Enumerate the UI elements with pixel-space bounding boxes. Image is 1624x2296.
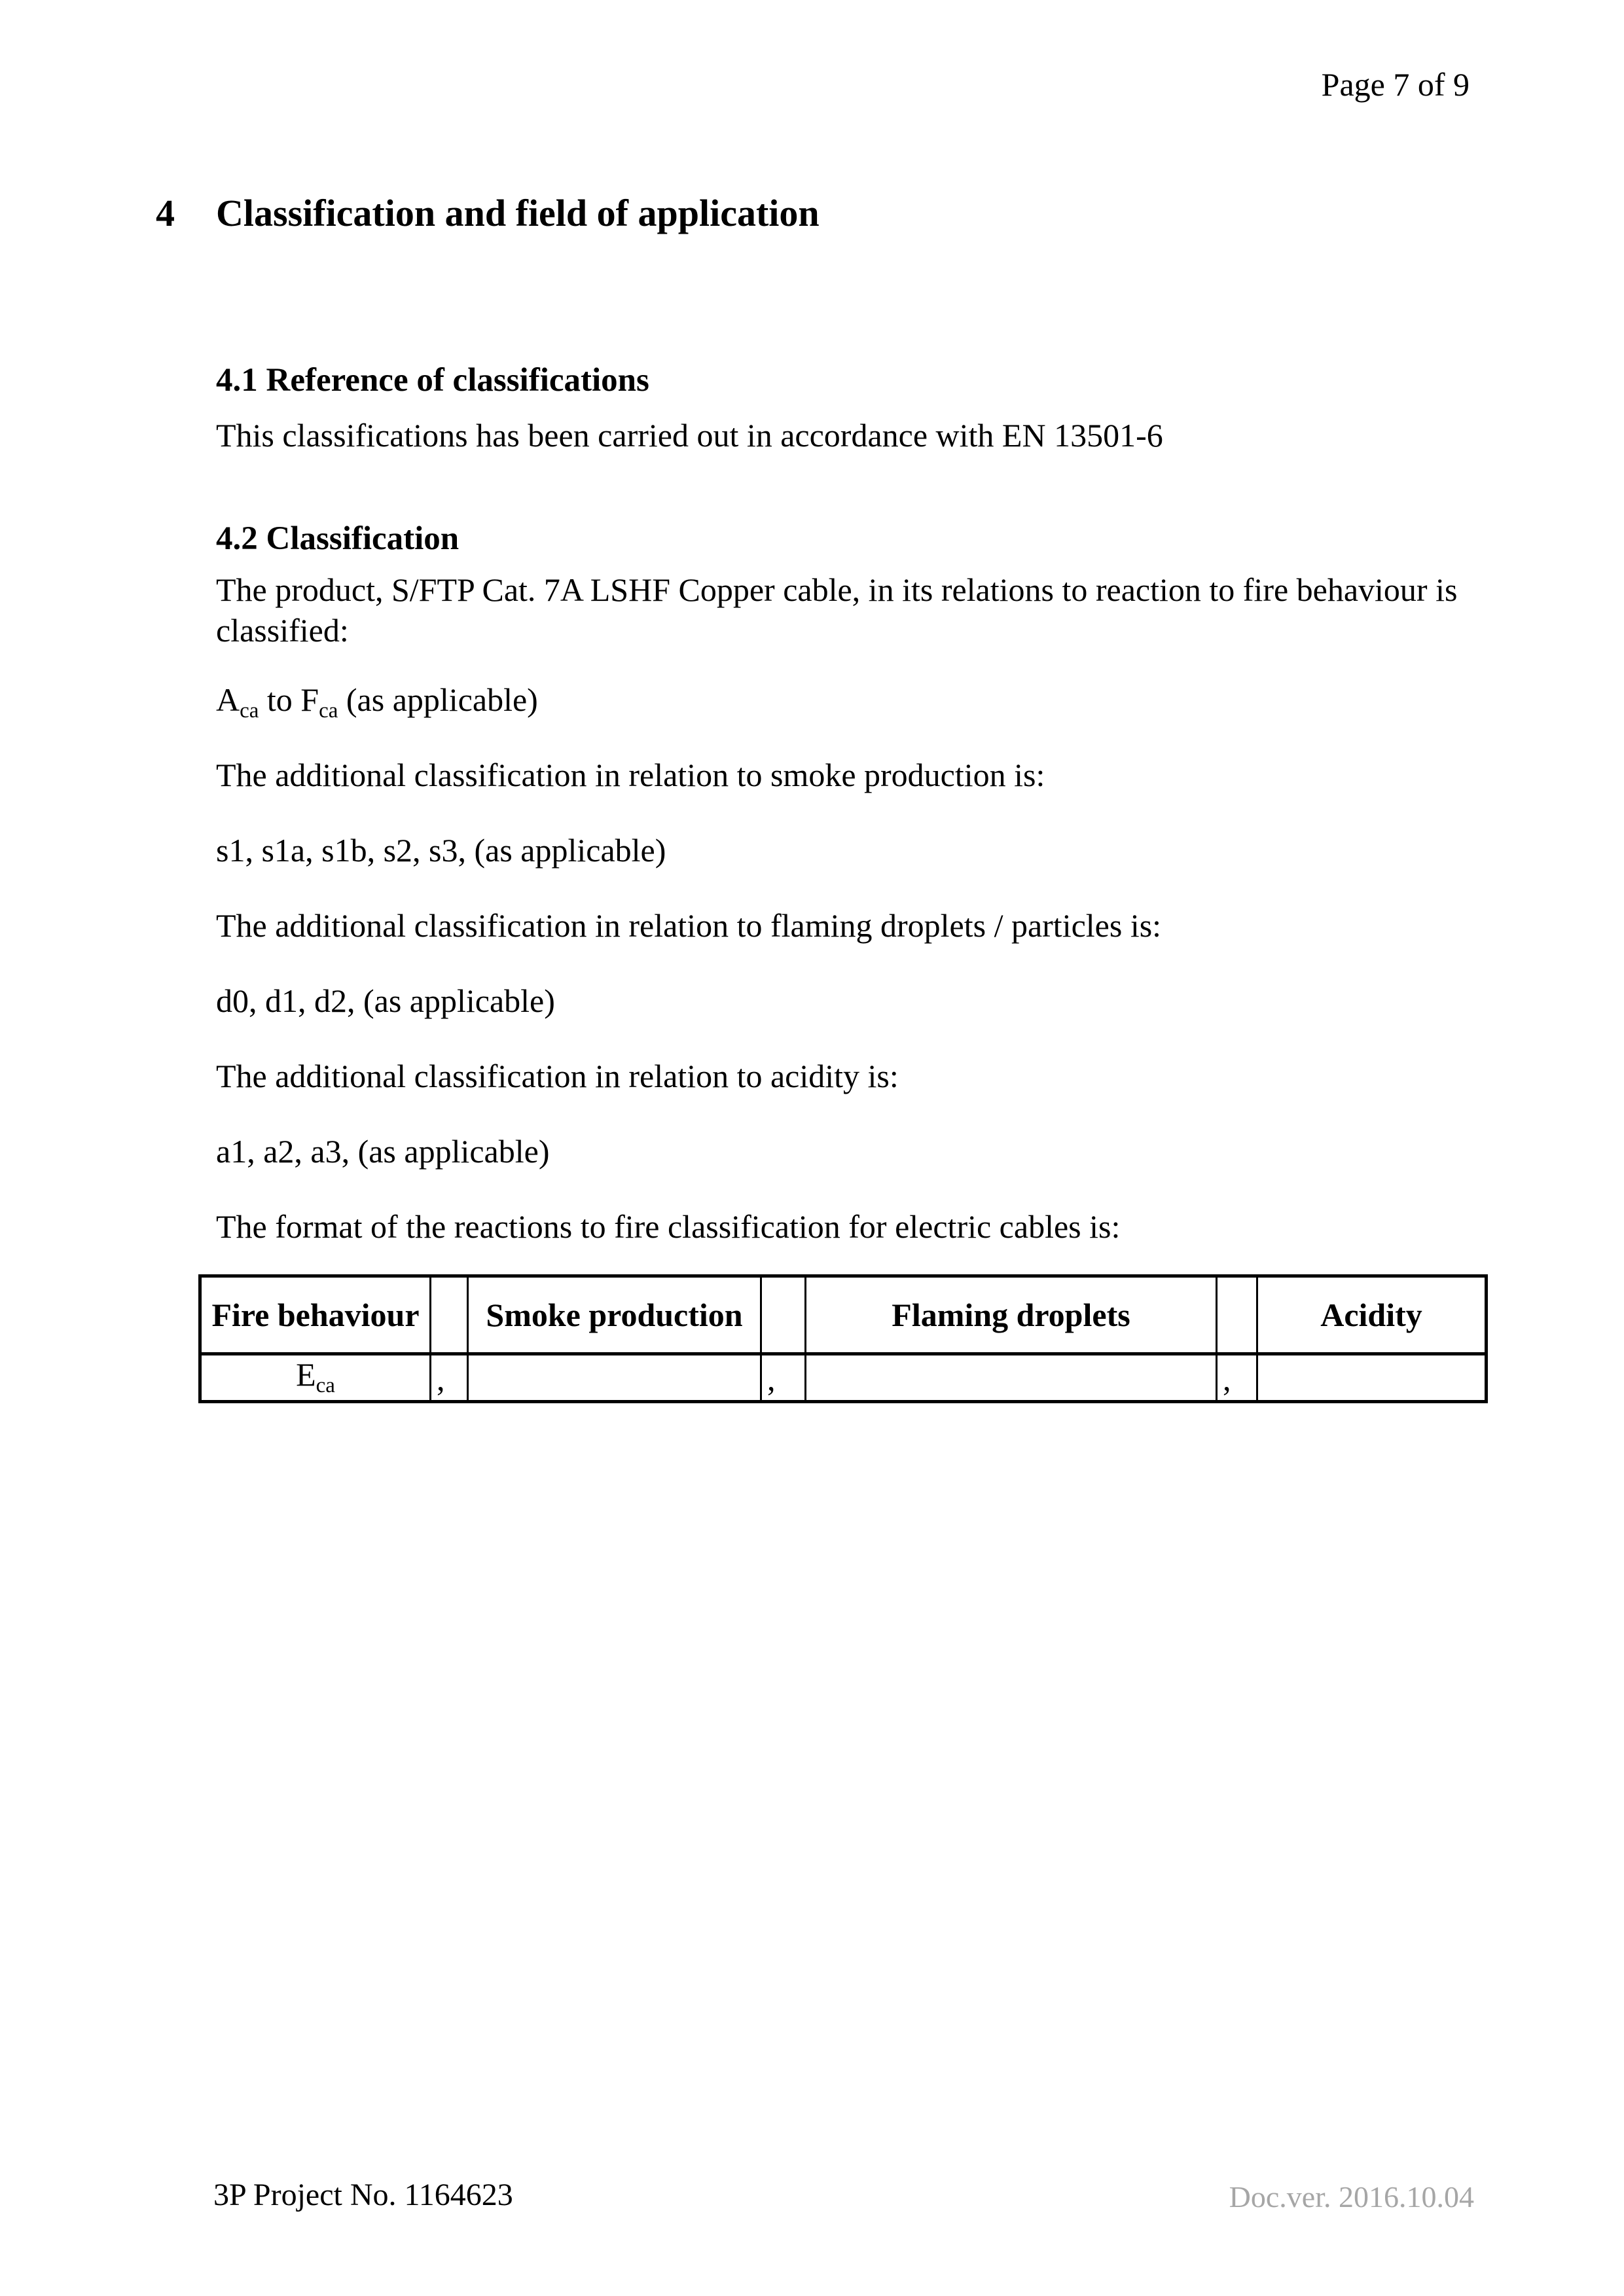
header-spacer-3	[1217, 1276, 1257, 1354]
header-fire-behaviour: Fire behaviour	[200, 1276, 431, 1354]
table-header-row	[200, 1276, 1487, 1354]
fire-class-base1: A	[216, 681, 240, 718]
footer-doc-version: Doc.ver. 2016.10.04	[1229, 2180, 1474, 2214]
cell-smoke-value	[468, 1354, 761, 1402]
fire-class-sub1: ca	[240, 699, 259, 723]
reference-paragraph: This classifications has been carried out in accordance with EN 13501-6	[216, 417, 1163, 454]
format-label-paragraph: The format of the reactions to fire classification for electric cables is:	[216, 1208, 1121, 1245]
section-number: 4	[156, 192, 175, 234]
header-acidity: Acidity	[1257, 1276, 1487, 1354]
cell-separator-3: ,	[1217, 1354, 1257, 1402]
header-flaming-droplets: Flaming droplets	[806, 1276, 1217, 1354]
page-number-label: Page 7 of 9	[1321, 66, 1470, 103]
fire-class-mid: to F	[259, 681, 319, 718]
acidity-classification-label: The additional classification in relation to acidity is:	[216, 1058, 899, 1094]
fire-value-sub: ca	[316, 1374, 335, 1397]
fire-class-sub2: ca	[319, 699, 338, 723]
section-title: Classification and field of application	[216, 192, 820, 234]
smoke-classification-values: s1, s1a, s1b, s2, s3, (as applicable)	[216, 832, 666, 869]
header-spacer-1	[431, 1276, 468, 1354]
header-smoke-production: Smoke production	[468, 1276, 761, 1354]
classification-format-table	[198, 1274, 1488, 1403]
footer-project-number: 3P Project No. 1164623	[213, 2178, 513, 2212]
cell-separator-1: ,	[431, 1354, 468, 1402]
droplets-classification-values: d0, d1, d2, (as applicable)	[216, 982, 555, 1019]
fire-value-base: E	[296, 1356, 316, 1393]
cell-acidity-value	[1257, 1354, 1487, 1402]
cell-droplets-value	[806, 1354, 1217, 1402]
cell-separator-2: ,	[761, 1354, 806, 1402]
subsection-41-title: 4.1 Reference of classifications	[216, 362, 649, 399]
fire-class-tail: (as applicable)	[338, 681, 538, 718]
smoke-classification-label: The additional classification in relation to smoke production is:	[216, 757, 1045, 793]
subsection-42-title: 4.2 Classification	[216, 520, 460, 557]
acidity-classification-values: a1, a2, a3, (as applicable)	[216, 1133, 550, 1170]
classification-intro-paragraph: The product, S/FTP Cat. 7A LSHF Copper cable, in its relations to reaction to fire behaviour is classified:	[216, 571, 1458, 649]
table-data-row	[200, 1354, 1487, 1402]
section-heading	[156, 191, 820, 235]
droplets-classification-label: The additional classification in relation to flaming droplets / particles is:	[216, 907, 1162, 944]
cell-fire-behaviour-value	[200, 1354, 431, 1402]
header-spacer-2	[761, 1276, 806, 1354]
fire-class-range-line	[216, 679, 538, 731]
